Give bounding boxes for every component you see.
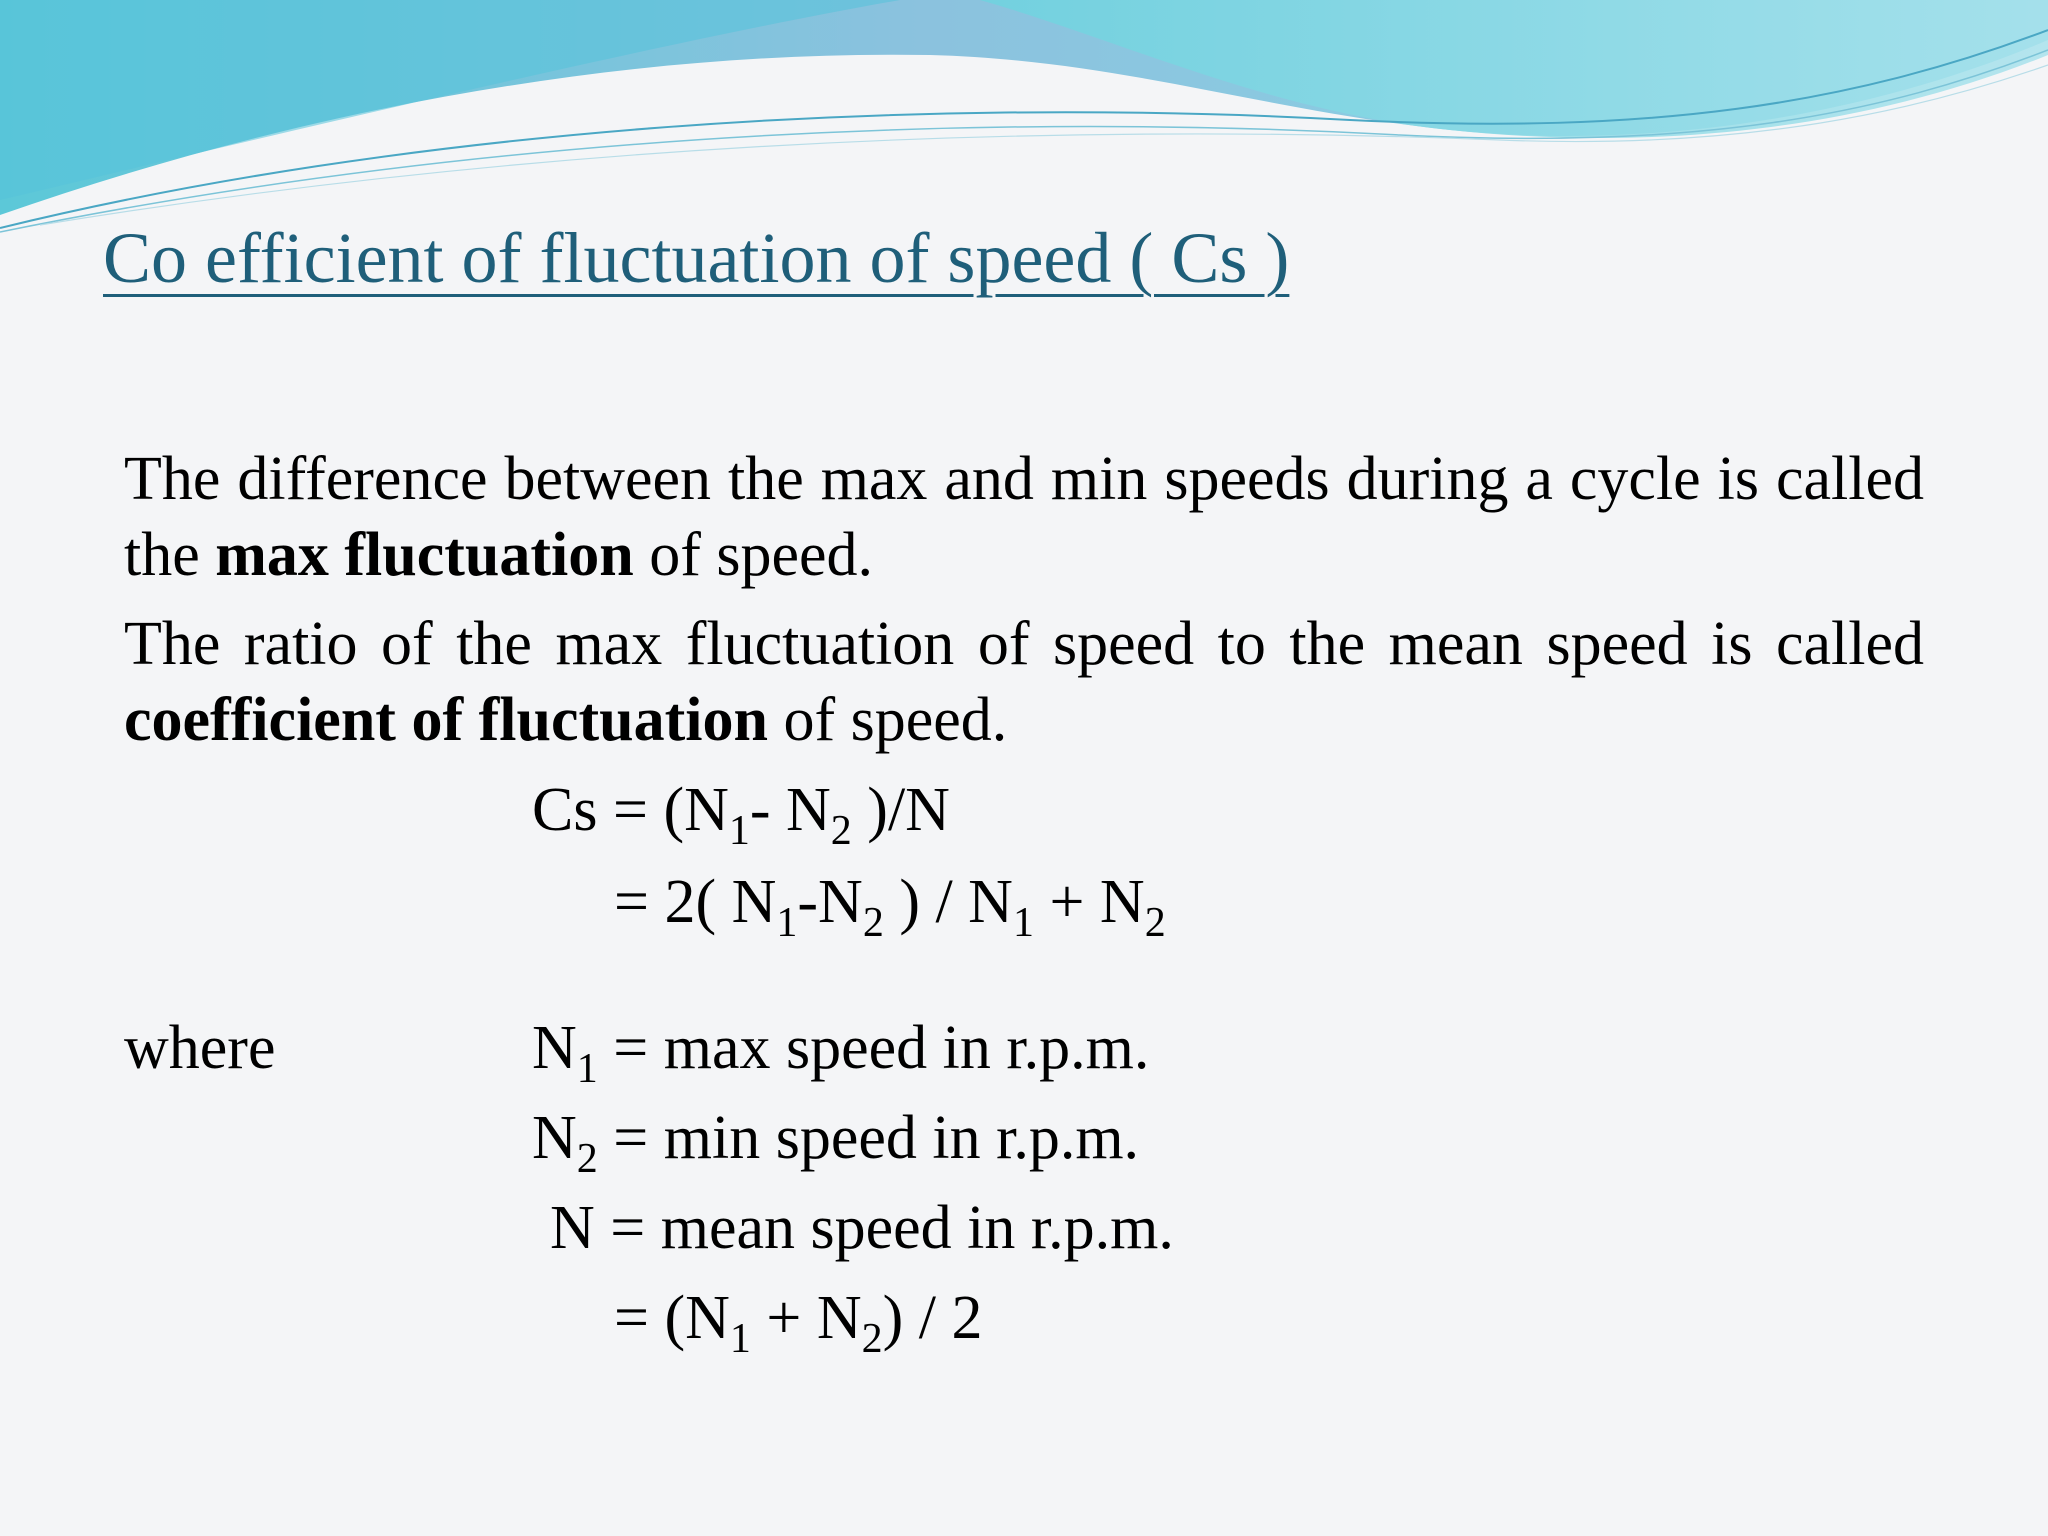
- definition-text: N: [532, 1104, 577, 1172]
- definition-text: N: [532, 1014, 577, 1082]
- formula-text: + N: [1033, 868, 1145, 936]
- definition-text: = max speed in r.p.m.: [597, 1014, 1150, 1082]
- where-label: where: [124, 1014, 276, 1082]
- subscript: 1: [576, 1046, 598, 1092]
- definition-text: + N: [750, 1284, 862, 1352]
- formula-text: -N: [797, 868, 863, 936]
- slide-title: Co efficient of fluctuation of speed ( Cs ): [103, 218, 1290, 298]
- formula-text: = 2( N: [614, 868, 777, 936]
- formula-text: )/N: [851, 776, 950, 844]
- definition-text: = min speed in r.p.m.: [597, 1104, 1140, 1172]
- subscript: 1: [1012, 900, 1034, 946]
- paragraph-text: of speed.: [633, 521, 874, 589]
- bold-term: coefficient of fluctuation: [124, 686, 768, 754]
- paragraph-text: of speed.: [767, 686, 1008, 754]
- paragraph-text: The difference between the max and min speeds during a cycle is called the: [124, 445, 1924, 589]
- subscript: 1: [729, 1316, 751, 1362]
- definition-n: N = mean speed in r.p.m.: [550, 1194, 1174, 1262]
- formula-text: - N: [749, 776, 831, 844]
- subscript: 2: [1144, 900, 1166, 946]
- formula-text: ) / N: [883, 868, 1013, 936]
- definition-n-formula: [614, 1280, 983, 1362]
- subscript: 1: [776, 900, 798, 946]
- subscript: 2: [830, 808, 852, 854]
- definition-text: = (N: [614, 1284, 730, 1352]
- formula-text: Cs = (N: [532, 776, 729, 844]
- bold-term: max fluctuation: [215, 521, 634, 589]
- subscript: 2: [861, 1316, 883, 1362]
- definition-n2: [532, 1100, 1140, 1182]
- subscript: 1: [728, 808, 750, 854]
- subscript: 2: [576, 1136, 598, 1182]
- paragraph-max-fluctuation: [124, 441, 1924, 593]
- definition-n1: [532, 1010, 1150, 1092]
- definition-text: ) / 2: [882, 1284, 983, 1352]
- paragraph-text: The ratio of the max fluctuation of speed to the mean speed is called: [124, 610, 1924, 678]
- header-wave-decoration: [0, 0, 2048, 240]
- paragraph-coefficient: [124, 606, 1924, 758]
- formula-line-2: [614, 864, 1166, 946]
- subscript: 2: [862, 900, 884, 946]
- formula-line-1: [532, 772, 950, 854]
